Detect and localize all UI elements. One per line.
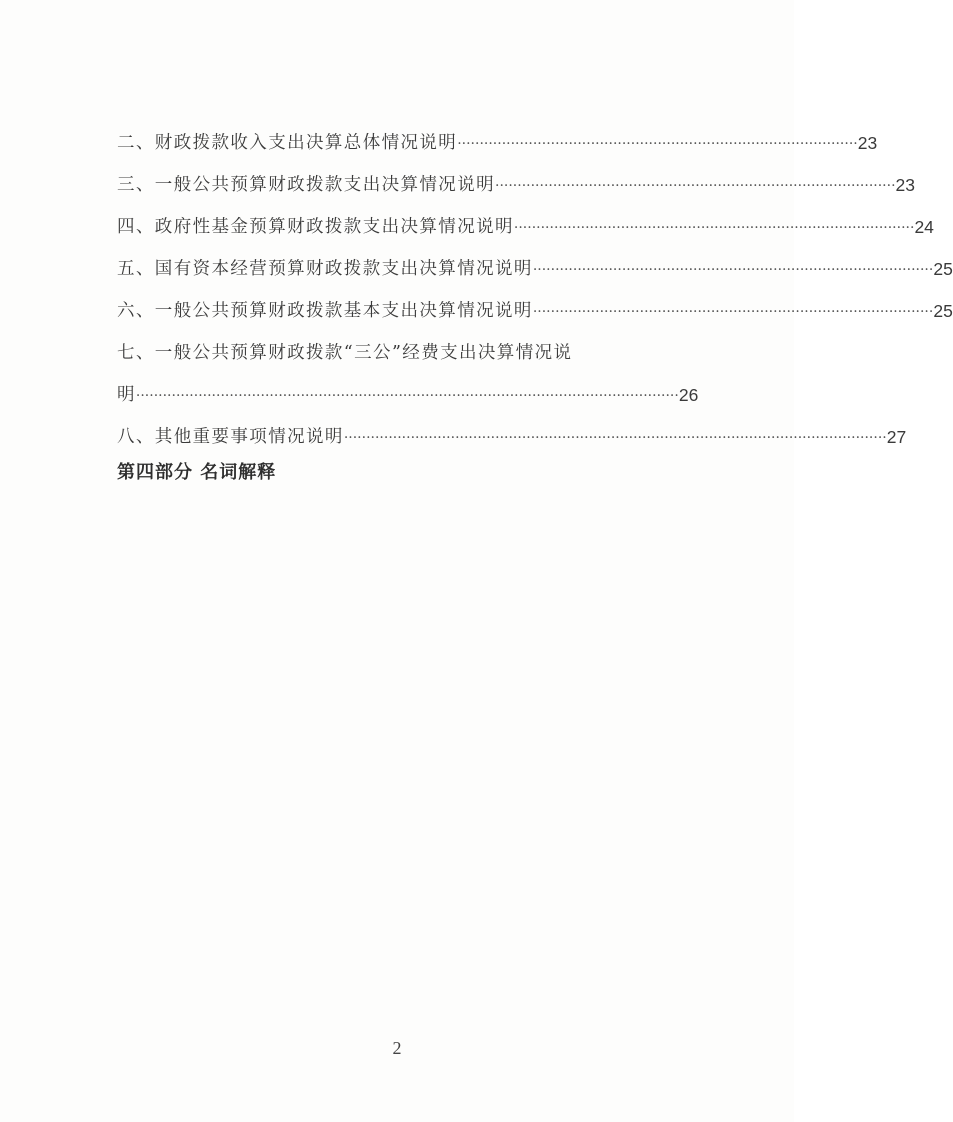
toc-entry[interactable] xyxy=(117,166,915,196)
toc-entry-label: 八、其他重要事项情况说明 xyxy=(117,427,344,447)
toc-leader-dots: ·························································································································· xyxy=(135,388,679,404)
toc-entry-page: 25 xyxy=(933,301,953,321)
page-number: 2 xyxy=(392,1038,402,1058)
toc-entry[interactable] xyxy=(117,124,878,154)
toc-entry-page: 25 xyxy=(933,259,953,279)
toc-entry-label: 明 xyxy=(117,385,136,405)
toc-entry-label: 四、政府性基金预算财政拨款支出决算情况说明 xyxy=(117,217,514,237)
toc-entry-label: 二、财政拨款收入支出决算总体情况说明 xyxy=(117,133,458,153)
toc-entry[interactable] xyxy=(117,208,934,238)
toc-leader-dots: ·························································································· xyxy=(495,178,896,194)
toc-leader-dots: ·························································································· xyxy=(532,262,934,278)
toc-entry-label-line1[interactable]: 七、一般公共预算财政拨款“三公”经费支出决算情况说 xyxy=(117,343,573,363)
toc-entry-label: 三、一般公共预算财政拨款支出决算情况说明 xyxy=(117,175,495,195)
toc-entry[interactable] xyxy=(117,376,699,406)
toc-entry[interactable] xyxy=(117,292,953,322)
toc-entry-label: 六、一般公共预算财政拨款基本支出决算情况说明 xyxy=(117,301,533,321)
toc-entry-label: 五、国有资本经营预算财政拨款支出决算情况说明 xyxy=(117,259,533,279)
toc-entry-page: 23 xyxy=(895,175,915,195)
toc-entry[interactable] xyxy=(117,418,907,448)
toc-entry-page: 24 xyxy=(914,217,934,237)
toc-entry-page: 27 xyxy=(886,427,907,447)
toc-leader-dots: ·························································································································· xyxy=(343,430,887,446)
toc-leader-dots: ·························································································· xyxy=(457,136,858,152)
section-heading: 第四部分 名词解释 xyxy=(117,462,277,483)
toc-leader-dots: ·························································································· xyxy=(532,304,934,320)
toc-entry[interactable] xyxy=(117,250,953,280)
toc-entry-page: 26 xyxy=(678,385,699,405)
toc-entry-page: 23 xyxy=(857,133,878,153)
toc-leader-dots: ·························································································· xyxy=(513,220,915,236)
